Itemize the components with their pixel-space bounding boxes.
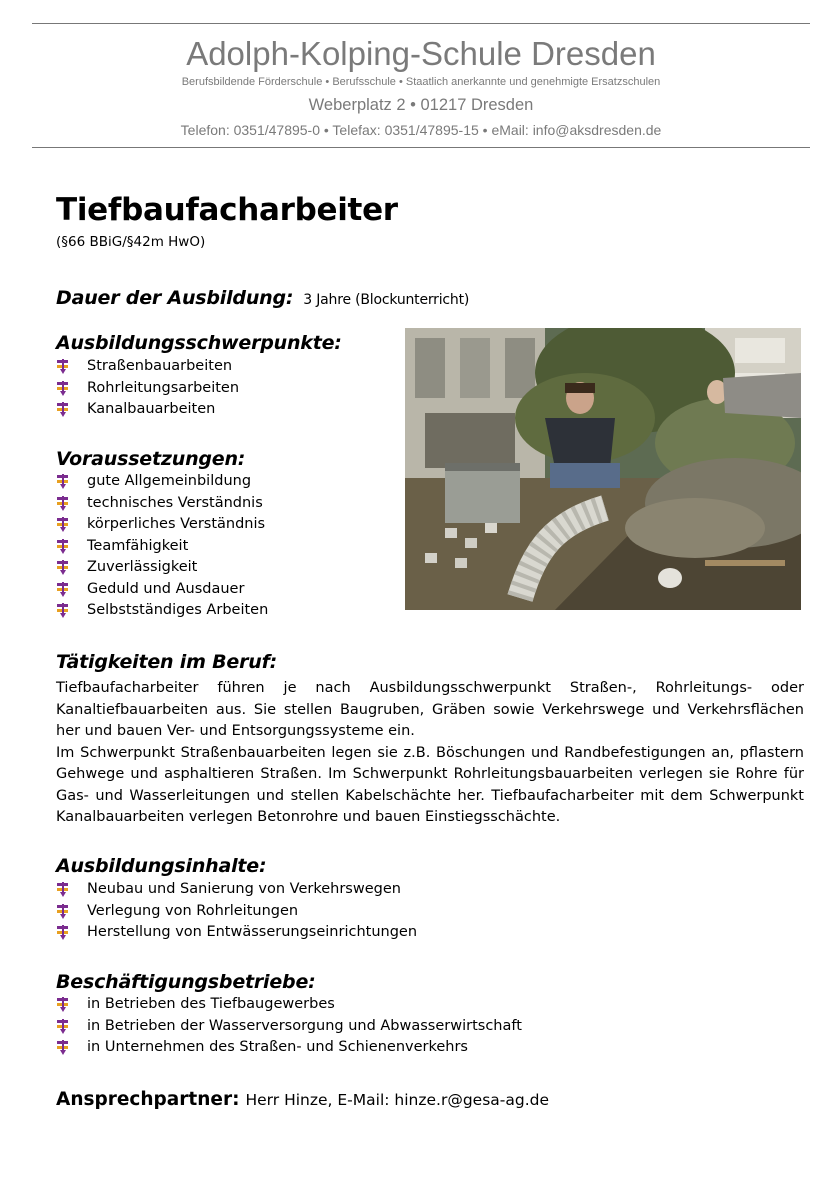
list-item-text: in Betrieben des Tiefbaugewerbes: [87, 996, 335, 1012]
list-item-text: Rohrleitungsarbeiten: [87, 379, 240, 396]
employers-heading: Beschäftigungsbetriebe:: [56, 971, 316, 993]
school-address: Weberplatz 2 • 01217 Dresden: [308, 96, 534, 114]
contents-list: [56, 879, 417, 944]
bullet-arrow-icon: [57, 381, 71, 396]
list-item: [56, 399, 239, 421]
duration-row: [56, 286, 469, 312]
bullet-arrow-icon: [57, 402, 71, 417]
list-item-text: Geduld und Ausdauer: [87, 580, 245, 597]
list-item: [56, 493, 268, 515]
list-item: [56, 1037, 522, 1059]
contact-value: Herr Hinze, E-Mail: hinze.r@gesa-ag.de: [245, 1091, 550, 1109]
activities-paragraph-2: Im Schwerpunkt Straßenbauarbeiten legen sie z.B. Böschungen und Randbefestigungen an, pflastern Gehwege und asphaltieren Straßen. Im Schwerpunkt Rohrleitungsbauarbeiten verlegen sie Rohre für Gas- und Wasserleitungen und stellen Kabelschächte her. Tiefbaufacharbeiter mit dem Schwerpunkt Kanalbauarbeiten verlegen Betonrohre und bauen Einstiegsschächte.: [56, 744, 804, 825]
bullet-arrow-icon: [57, 517, 71, 532]
contact-label: Ansprechpartner:: [56, 1089, 240, 1110]
requirements-heading: Voraussetzungen:: [56, 448, 246, 470]
list-item-text: körperliches Verständnis: [87, 516, 266, 532]
contents-heading: Ausbildungsinhalte:: [56, 855, 267, 877]
list-item: [56, 378, 239, 400]
activities-text: [56, 678, 804, 829]
list-item: [56, 879, 417, 901]
list-item-text: Teamfähigkeit: [87, 537, 189, 554]
list-item-text: technisches Verständnis: [87, 494, 263, 511]
list-item: [56, 600, 268, 622]
page-title: Tiefbaufacharbeiter: [56, 192, 398, 228]
bullet-arrow-icon: [57, 539, 71, 554]
list-item: [56, 356, 239, 378]
list-item-text: Herstellung von Entwässerungseinrichtungen: [87, 924, 418, 940]
duration-label: Dauer der Ausbildung:: [56, 287, 294, 309]
duration-value: 3 Jahre (Blockunterricht): [303, 292, 470, 308]
list-item-text: Kanalbauarbeiten: [87, 401, 216, 417]
list-item: [56, 994, 522, 1016]
bullet-arrow-icon: [57, 474, 71, 489]
bullet-arrow-icon: [57, 582, 71, 597]
list-item: [56, 922, 417, 944]
list-item: [56, 514, 268, 536]
list-item: [56, 901, 417, 923]
list-item-text: Neubau und Sanierung von Verkehrswegen: [87, 881, 401, 897]
bullet-arrow-icon: [57, 925, 71, 940]
header-bottom-rule: [32, 147, 810, 148]
bullet-arrow-icon: [57, 359, 71, 374]
bullet-arrow-icon: [57, 997, 71, 1012]
list-item-text: Selbstständiges Arbeiten: [87, 602, 269, 618]
bullet-arrow-icon: [57, 560, 71, 575]
activities-paragraph-1: Tiefbaufacharbeiter führen je nach Ausbildungsschwerpunkt Straßen-, Rohrleitungs- oder Kanaltiefbauarbeiten aus. Sie stellen Baugruben, Gräben sowie Verkehrswege und Verkehrsflächen her und bauen Ver- und Entsorgungssysteme ein.: [56, 680, 804, 739]
list-item-text: Zuverlässigkeit: [87, 559, 198, 575]
list-item: [56, 579, 268, 601]
school-subtitle: Berufsbildende Förderschule • Berufsschule • Staatlich anerkannte und genehmigte Ersatzschulen: [181, 76, 661, 88]
list-item: [56, 471, 268, 493]
employers-list: [56, 994, 522, 1059]
requirements-list: [56, 471, 268, 622]
list-item-text: in Unternehmen des Straßen- und Schienenverkehrs: [87, 1039, 468, 1055]
bullet-arrow-icon: [57, 1019, 71, 1034]
activities-heading: Tätigkeiten im Beruf:: [56, 651, 278, 673]
bullet-arrow-icon: [57, 603, 71, 618]
legal-reference: (§66 BBiG/§42m HwO): [56, 234, 206, 250]
bullet-arrow-icon: [57, 882, 71, 897]
focus-list: [56, 356, 239, 421]
header-top-rule: [32, 23, 810, 24]
photo-paving-work: [405, 328, 801, 610]
list-item-text: Verlegung von Rohrleitungen: [87, 902, 299, 919]
school-contact: Telefon: 0351/47895-0 • Telefax: 0351/47895-15 • eMail: info@aksdresden.de: [180, 122, 662, 138]
contact-row: [56, 1087, 549, 1113]
focus-heading: Ausbildungsschwerpunkte:: [56, 332, 342, 354]
bullet-arrow-icon: [57, 496, 71, 511]
list-item: [56, 1016, 522, 1038]
list-item-text: Straßenbauarbeiten: [87, 358, 233, 374]
list-item: [56, 557, 268, 579]
list-item: [56, 536, 268, 558]
list-item-text: gute Allgemeinbildung: [87, 473, 252, 489]
list-item-text: in Betrieben der Wasserversorgung und Abwasserwirtschaft: [87, 1017, 522, 1034]
bullet-arrow-icon: [57, 904, 71, 919]
bullet-arrow-icon: [57, 1040, 71, 1055]
school-name: Adolph-Kolping-Schule Dresden: [186, 35, 656, 72]
